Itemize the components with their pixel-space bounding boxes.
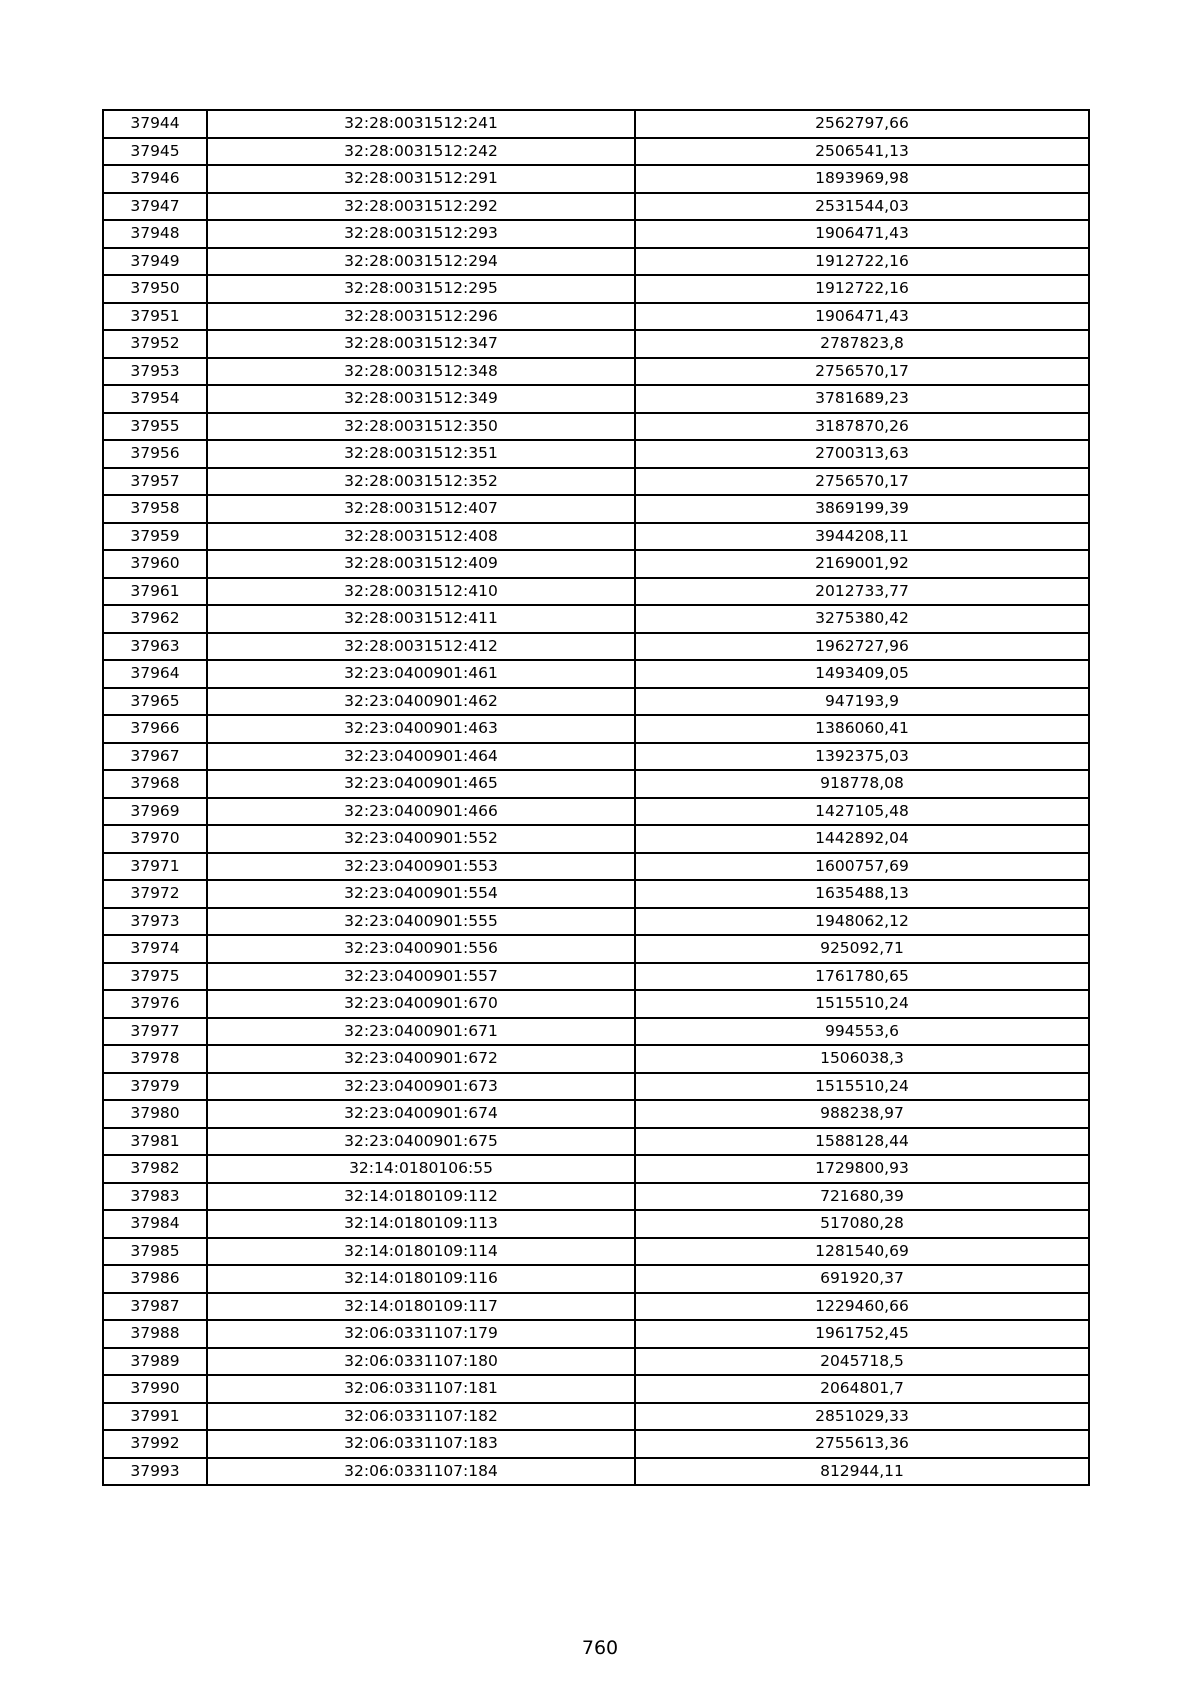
value-cell: 3869199,39 [635,495,1089,523]
value-cell: 2756570,17 [635,358,1089,386]
value-cell: 925092,71 [635,935,1089,963]
table-row [103,110,1089,138]
table-row [103,825,1089,853]
value-cell: 1761780,65 [635,963,1089,991]
cadastral-number-cell: 32:23:0400901:462 [207,688,635,716]
row-number-cell: 37947 [103,193,207,221]
table-row [103,413,1089,441]
value-cell: 1506038,3 [635,1045,1089,1073]
value-cell: 2851029,33 [635,1403,1089,1431]
row-number-cell: 37961 [103,578,207,606]
table-row [103,935,1089,963]
row-number-cell: 37970 [103,825,207,853]
table-row [103,908,1089,936]
value-cell: 812944,11 [635,1458,1089,1486]
cadastral-number-cell: 32:23:0400901:463 [207,715,635,743]
cadastral-number-cell: 32:28:0031512:349 [207,385,635,413]
row-number-cell: 37967 [103,743,207,771]
row-number-cell: 37976 [103,990,207,1018]
cadastral-number-cell: 32:28:0031512:291 [207,165,635,193]
row-number-cell: 37949 [103,248,207,276]
value-cell: 994553,6 [635,1018,1089,1046]
row-number-cell: 37993 [103,1458,207,1486]
row-number-cell: 37955 [103,413,207,441]
value-cell: 1912722,16 [635,248,1089,276]
page-number: 760 [581,1637,619,1659]
cadastral-number-cell: 32:23:0400901:557 [207,963,635,991]
cadastral-number-cell: 32:14:0180109:117 [207,1293,635,1321]
row-number-cell: 37990 [103,1375,207,1403]
value-cell: 1588128,44 [635,1128,1089,1156]
row-number-cell: 37974 [103,935,207,963]
cadastral-number-cell: 32:28:0031512:348 [207,358,635,386]
row-number-cell: 37952 [103,330,207,358]
table-row [103,770,1089,798]
value-cell: 1427105,48 [635,798,1089,826]
value-cell: 2506541,13 [635,138,1089,166]
value-cell: 1961752,45 [635,1320,1089,1348]
cadastral-number-cell: 32:28:0031512:412 [207,633,635,661]
cadastral-number-cell: 32:23:0400901:466 [207,798,635,826]
cadastral-number-cell: 32:23:0400901:672 [207,1045,635,1073]
row-number-cell: 37975 [103,963,207,991]
value-cell: 988238,97 [635,1100,1089,1128]
table-row [103,1210,1089,1238]
value-cell: 2531544,03 [635,193,1089,221]
value-cell: 1515510,24 [635,1073,1089,1101]
row-number-cell: 37945 [103,138,207,166]
table-row [103,660,1089,688]
table-body [103,110,1089,1485]
row-number-cell: 37953 [103,358,207,386]
cadastral-number-cell: 32:23:0400901:465 [207,770,635,798]
value-cell: 1912722,16 [635,275,1089,303]
value-cell: 517080,28 [635,1210,1089,1238]
cadastral-number-cell: 32:23:0400901:671 [207,1018,635,1046]
table-row [103,1238,1089,1266]
table-row [103,1018,1089,1046]
value-cell: 1906471,43 [635,220,1089,248]
table-row [103,853,1089,881]
row-number-cell: 37963 [103,633,207,661]
table-row [103,1183,1089,1211]
value-cell: 2169001,92 [635,550,1089,578]
row-number-cell: 37965 [103,688,207,716]
cadastral-number-cell: 32:14:0180109:116 [207,1265,635,1293]
cadastral-number-cell: 32:23:0400901:675 [207,1128,635,1156]
cadastral-number-cell: 32:06:0331107:182 [207,1403,635,1431]
table-row [103,605,1089,633]
row-number-cell: 37968 [103,770,207,798]
value-cell: 1635488,13 [635,880,1089,908]
table-row [103,440,1089,468]
row-number-cell: 37966 [103,715,207,743]
value-cell: 3275380,42 [635,605,1089,633]
row-number-cell: 37983 [103,1183,207,1211]
row-number-cell: 37982 [103,1155,207,1183]
cadastral-number-cell: 32:06:0331107:179 [207,1320,635,1348]
cadastral-number-cell: 32:23:0400901:673 [207,1073,635,1101]
cadastral-number-cell: 32:28:0031512:294 [207,248,635,276]
row-number-cell: 37981 [103,1128,207,1156]
value-cell: 1493409,05 [635,660,1089,688]
row-number-cell: 37979 [103,1073,207,1101]
table-row [103,495,1089,523]
value-cell: 947193,9 [635,688,1089,716]
table-row [103,1430,1089,1458]
table-row [103,798,1089,826]
value-cell: 691920,37 [635,1265,1089,1293]
table-row [103,165,1089,193]
row-number-cell: 37960 [103,550,207,578]
value-cell: 3187870,26 [635,413,1089,441]
table-row [103,578,1089,606]
cadastral-number-cell: 32:23:0400901:461 [207,660,635,688]
row-number-cell: 37985 [103,1238,207,1266]
table-row [103,1100,1089,1128]
row-number-cell: 37973 [103,908,207,936]
table-row [103,1375,1089,1403]
row-number-cell: 37958 [103,495,207,523]
row-number-cell: 37988 [103,1320,207,1348]
cadastral-number-cell: 32:28:0031512:408 [207,523,635,551]
cadastral-number-cell: 32:14:0180109:114 [207,1238,635,1266]
value-cell: 2064801,7 [635,1375,1089,1403]
cadastral-number-cell: 32:28:0031512:351 [207,440,635,468]
cadastral-number-cell: 32:28:0031512:409 [207,550,635,578]
value-cell: 721680,39 [635,1183,1089,1211]
table-row [103,523,1089,551]
table-row [103,358,1089,386]
cadastral-number-cell: 32:28:0031512:242 [207,138,635,166]
cadastral-number-cell: 32:28:0031512:410 [207,578,635,606]
value-cell: 2756570,17 [635,468,1089,496]
row-number-cell: 37978 [103,1045,207,1073]
row-number-cell: 37986 [103,1265,207,1293]
row-number-cell: 37984 [103,1210,207,1238]
row-number-cell: 37969 [103,798,207,826]
table-row [103,1045,1089,1073]
cadastral-number-cell: 32:28:0031512:347 [207,330,635,358]
table-row [103,248,1089,276]
cadastral-number-cell: 32:23:0400901:553 [207,853,635,881]
row-number-cell: 37951 [103,303,207,331]
table-row [103,468,1089,496]
table-row [103,303,1089,331]
table-row [103,688,1089,716]
cadastral-number-cell: 32:23:0400901:552 [207,825,635,853]
table-row [103,1320,1089,1348]
value-cell: 1229460,66 [635,1293,1089,1321]
table-row [103,1458,1089,1486]
cadastral-number-cell: 32:14:0180109:112 [207,1183,635,1211]
row-number-cell: 37972 [103,880,207,908]
table-row [103,275,1089,303]
value-cell: 1600757,69 [635,853,1089,881]
value-cell: 1729800,93 [635,1155,1089,1183]
row-number-cell: 37964 [103,660,207,688]
value-cell: 1962727,96 [635,633,1089,661]
table-row [103,990,1089,1018]
row-number-cell: 37992 [103,1430,207,1458]
value-cell: 1386060,41 [635,715,1089,743]
value-cell: 1442892,04 [635,825,1089,853]
row-number-cell: 37946 [103,165,207,193]
cadastral-number-cell: 32:28:0031512:296 [207,303,635,331]
table-row [103,385,1089,413]
value-cell: 2562797,66 [635,110,1089,138]
row-number-cell: 37971 [103,853,207,881]
cadastral-number-cell: 32:23:0400901:554 [207,880,635,908]
table-row [103,633,1089,661]
row-number-cell: 37987 [103,1293,207,1321]
table-row [103,550,1089,578]
table-row [103,1155,1089,1183]
cadastral-number-cell: 32:28:0031512:295 [207,275,635,303]
row-number-cell: 37948 [103,220,207,248]
value-cell: 2755613,36 [635,1430,1089,1458]
value-cell: 1281540,69 [635,1238,1089,1266]
table-row [103,880,1089,908]
cadastral-number-cell: 32:14:0180106:55 [207,1155,635,1183]
value-cell: 2787823,8 [635,330,1089,358]
table-row [103,1128,1089,1156]
cadastral-number-cell: 32:28:0031512:407 [207,495,635,523]
cadastral-number-cell: 32:23:0400901:674 [207,1100,635,1128]
value-cell: 1392375,03 [635,743,1089,771]
cadastral-number-cell: 32:06:0331107:181 [207,1375,635,1403]
cadastral-number-cell: 32:28:0031512:411 [207,605,635,633]
cadastral-number-cell: 32:14:0180109:113 [207,1210,635,1238]
row-number-cell: 37957 [103,468,207,496]
value-cell: 1893969,98 [635,165,1089,193]
table-row [103,1293,1089,1321]
cadastral-number-cell: 32:23:0400901:670 [207,990,635,1018]
table-row [103,1403,1089,1431]
value-cell: 1515510,24 [635,990,1089,1018]
row-number-cell: 37959 [103,523,207,551]
table-row [103,330,1089,358]
row-number-cell: 37956 [103,440,207,468]
cadastral-number-cell: 32:28:0031512:292 [207,193,635,221]
row-number-cell: 37944 [103,110,207,138]
row-number-cell: 37989 [103,1348,207,1376]
value-cell: 3944208,11 [635,523,1089,551]
table-row [103,743,1089,771]
value-cell: 1948062,12 [635,908,1089,936]
data-table [102,109,1090,1486]
cadastral-number-cell: 32:23:0400901:556 [207,935,635,963]
row-number-cell: 37954 [103,385,207,413]
table-row [103,1073,1089,1101]
table-row [103,138,1089,166]
row-number-cell: 37977 [103,1018,207,1046]
value-cell: 2045718,5 [635,1348,1089,1376]
cadastral-number-cell: 32:23:0400901:464 [207,743,635,771]
cadastral-number-cell: 32:06:0331107:183 [207,1430,635,1458]
row-number-cell: 37962 [103,605,207,633]
cadastral-number-cell: 32:28:0031512:350 [207,413,635,441]
cadastral-number-cell: 32:28:0031512:241 [207,110,635,138]
row-number-cell: 37950 [103,275,207,303]
value-cell: 2012733,77 [635,578,1089,606]
cadastral-number-cell: 32:06:0331107:184 [207,1458,635,1486]
value-cell: 3781689,23 [635,385,1089,413]
value-cell: 2700313,63 [635,440,1089,468]
value-cell: 918778,08 [635,770,1089,798]
table-row [103,715,1089,743]
cadastral-number-cell: 32:23:0400901:555 [207,908,635,936]
table-row [103,1348,1089,1376]
value-cell: 1906471,43 [635,303,1089,331]
cadastral-number-cell: 32:28:0031512:352 [207,468,635,496]
table-row [103,193,1089,221]
table-row [103,963,1089,991]
row-number-cell: 37980 [103,1100,207,1128]
table-row [103,220,1089,248]
table-row [103,1265,1089,1293]
cadastral-number-cell: 32:28:0031512:293 [207,220,635,248]
row-number-cell: 37991 [103,1403,207,1431]
cadastral-number-cell: 32:06:0331107:180 [207,1348,635,1376]
